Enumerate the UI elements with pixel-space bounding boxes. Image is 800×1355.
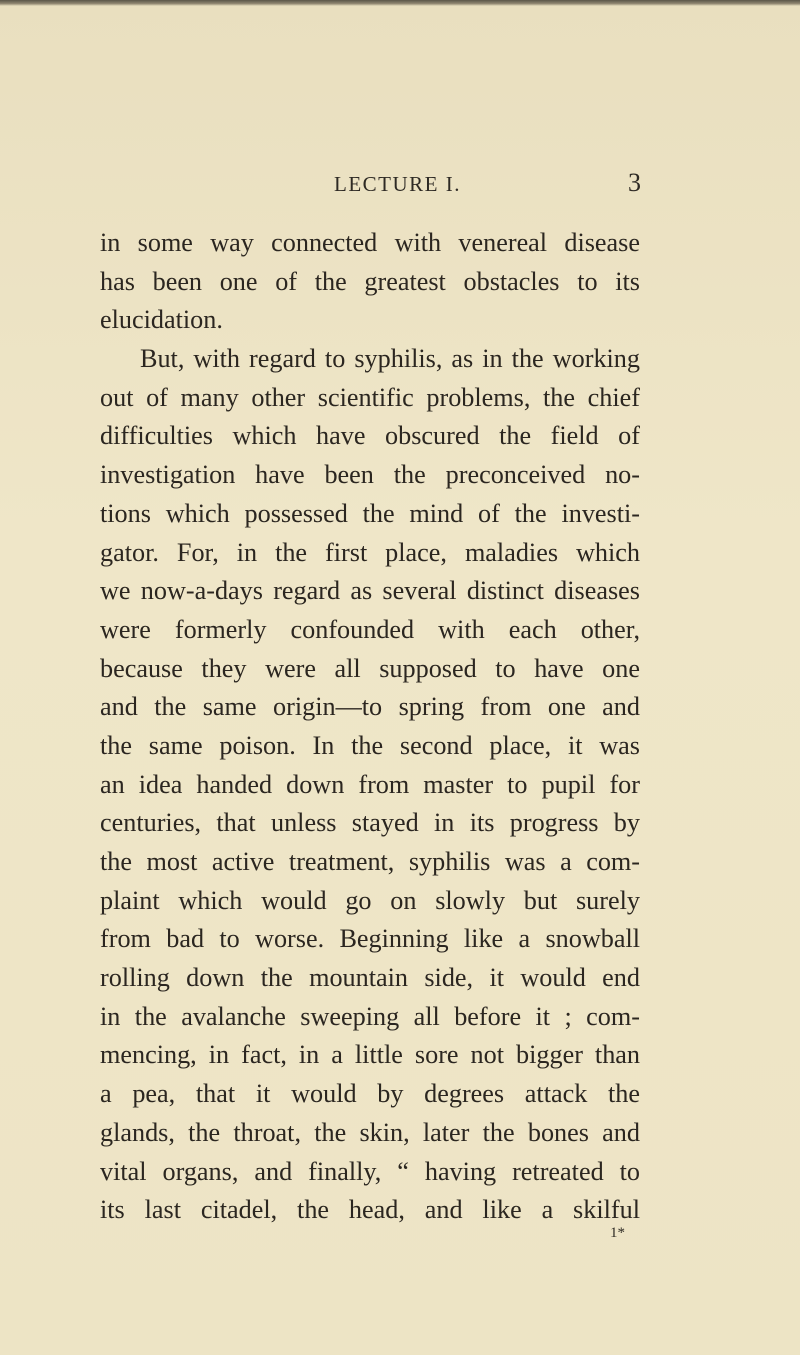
text-line: centuries, that unless stayed in its progress by [100, 808, 640, 838]
text-line: an idea handed down from master to pupil for [100, 769, 640, 799]
text-line: we now-a-days regard as several distinct diseases [100, 576, 640, 606]
text-line: a pea, that it would by degrees attack the [100, 1079, 640, 1109]
text-line: plaint which would go on slowly but surely [100, 885, 640, 915]
body-text [100, 224, 640, 1230]
text-line: because they were all supposed to have one [100, 653, 640, 683]
text-line: glands, the throat, the skin, later the bones and [100, 1117, 640, 1147]
text-line: were formerly confounded with each other, [100, 614, 640, 644]
text-line: has been one of the greatest obstacles to its [100, 266, 640, 296]
text-line: the most active treatment, syphilis was a com- [100, 847, 640, 876]
text-line: investigation have been the preconceived no- [100, 460, 640, 490]
running-head-title: LECTURE I. [334, 172, 461, 196]
text-line: gator. For, in the first place, maladies which [100, 537, 640, 567]
running-head [0, 168, 800, 202]
text-line: tions which possessed the mind of the investi- [100, 498, 640, 528]
text-line: and the same origin—to spring from one and [100, 692, 640, 722]
text-line: the same poison. In the second place, it was [100, 730, 640, 760]
text-line: in some way connected with venereal disease [100, 228, 640, 257]
text-line: vital organs, and finally, “ having retreated to [100, 1156, 640, 1186]
text-line: elucidation. [100, 305, 223, 335]
text-line: difficulties which have obscured the field of [100, 421, 640, 451]
page-top-edge [0, 0, 800, 6]
text-line: rolling down the mountain side, it would end [100, 963, 640, 993]
text-line: from bad to worse. Beginning like a snowball [100, 924, 640, 954]
text-line: mencing, in fact, in a little sore not bigger than [100, 1040, 640, 1070]
page-number: 3 [628, 168, 641, 197]
signature-mark: 1* [610, 1225, 625, 1241]
text-line: But, with regard to syphilis, as in the working [140, 344, 640, 374]
text-line: out of many other scientific problems, the chief [100, 382, 640, 412]
text-line: its last citadel, the head, and like a skilful [100, 1195, 640, 1225]
text-line: in the avalanche sweeping all before it ; com- [100, 1001, 640, 1031]
